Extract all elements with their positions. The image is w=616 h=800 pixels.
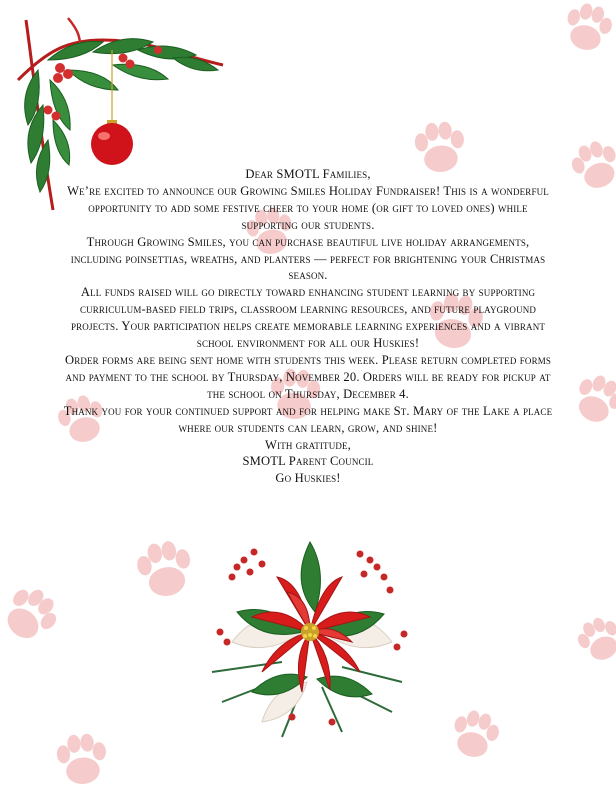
paw-print-icon	[572, 612, 616, 667]
letter-paragraph-thanks: Thank you for your continued support and for helping make St. Mary of the Lake a place where our students can learn, grow, and shine!	[63, 403, 553, 435]
letter-paragraph-arrangements: Through Growing Smiles, you can purchase beautiful live holiday arrangements, including poinsettias, wreaths, and planters — perfect for brightening your Christmas season.	[70, 234, 546, 283]
letter-paragraph-funds: All funds raised will go directly toward enhancing student learning by supporting curriculum-based field trips, classroom learning resources, and future playground projects. Your participation helps create memorable learning experiences and a vibrant school environment for all our Huskies!	[71, 285, 545, 351]
letter-signature: SMOTL Parent Council	[242, 454, 374, 469]
letter-paragraph-order-forms: Order forms are being sent home with students this week. Please return completed forms and payment to the school by Thursday, November 20. Orders will be ready for pickup at the school on Thursday, December 4.	[64, 352, 552, 401]
letter-paragraph-announcement: We’re excited to announce our Growing Smiles Holiday Fundraiser! This is a wonderful opportunity to add some festive cheer to your home (or gift to loved ones) while supporting our students.	[67, 183, 549, 232]
letter-closing: With gratitude,	[265, 437, 351, 452]
letter-greeting: Dear SMOTL Families,	[245, 167, 371, 181]
paw-print-icon	[55, 732, 108, 786]
paw-print-icon	[134, 538, 196, 600]
letter-body	[62, 166, 554, 487]
letter-tagline: Go Huskies!	[275, 471, 341, 486]
poinsettia-icon	[192, 522, 428, 758]
paw-print-icon	[561, 0, 616, 55]
paw-print-icon	[567, 136, 616, 194]
paw-print-icon	[448, 706, 503, 762]
paw-print-icon	[0, 579, 65, 649]
paw-print-icon	[568, 369, 616, 429]
